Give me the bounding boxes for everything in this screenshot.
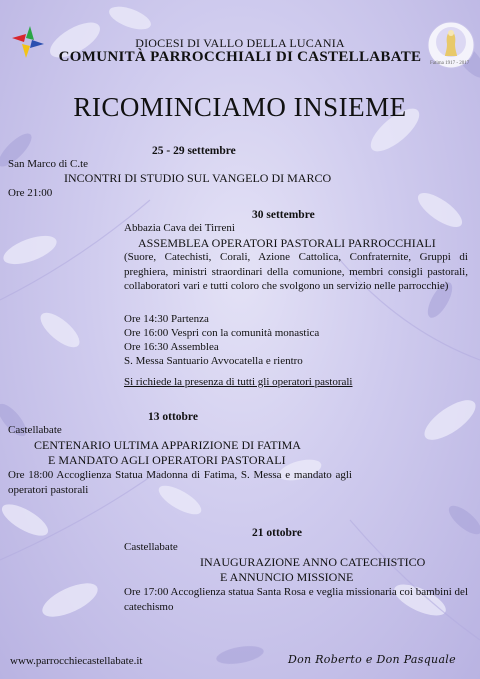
event2-name: ASSEMBLEA OPERATORI PASTORALI PARROCCHIALI <box>138 236 436 250</box>
event2-date: 30 settembre <box>252 209 315 221</box>
event3-place: Castellabate <box>8 424 62 436</box>
event2-schedule-4: S. Messa Santuario Avvocatella e rientro <box>124 355 303 367</box>
event3-name-line2: E MANDATO AGLI OPERATORI PASTORALI <box>48 453 286 467</box>
event1-time: Ore 21:00 <box>8 187 53 199</box>
event4-place: Castellabate <box>124 541 178 553</box>
event3-name-line1: CENTENARIO ULTIMA APPARIZIONE DI FATIMA <box>34 438 301 452</box>
event1-name: INCONTRI DI STUDIO SUL VANGELO DI MARCO <box>64 171 332 185</box>
page-title: RICOMINCIAMO INSIEME <box>73 92 407 122</box>
event2-note: Si richiede la presenza di tutti gli operatori pastorali <box>124 376 353 388</box>
event4-name-line1: INAUGURAZIONE ANNO CATECHISTICO <box>200 555 426 569</box>
event2-description: (Suore, Catechisti, Corali, Azione Cattolica, Confraternite, Gruppi di preghiera, ministri straordinari della comunione, membri consigli pastorali, collaboratori vari e tutti coloro che svolgono un servizio nelle parrocchie) <box>124 251 468 292</box>
event2-place: Abbazia Cava dei Tirreni <box>124 222 235 234</box>
diocese-heading: DIOCESI DI VALLO DELLA LUCANIA <box>135 36 345 50</box>
website-link[interactable]: www.parrocchiecastellabate.it <box>10 655 143 667</box>
event2-schedule-1: Ore 14:30 Partenza <box>124 313 209 325</box>
event4-date: 21 ottobre <box>252 527 302 539</box>
signature: Don Roberto e Don Pasquale <box>288 653 456 666</box>
community-heading: COMUNITÀ PARROCCHIALI DI CASTELLABATE <box>58 49 422 65</box>
badge-caption: Fatima 1917 - 2017 <box>430 61 470 66</box>
event2-schedule-3: Ore 16:30 Assemblea <box>124 341 219 353</box>
event4-description: Ore 17:00 Accoglienza statua Santa Rosa e veglia missionaria coi bambini del catechismo <box>124 586 468 613</box>
event3-description: Ore 18:00 Accoglienza Statua Madonna di Fatima, S. Messa e mandato agli operatori pastorali <box>8 469 352 496</box>
event1-date: 25 - 29 settembre <box>152 145 236 157</box>
event3-date: 13 ottobre <box>148 411 198 423</box>
event1-place: San Marco di C.te <box>8 158 89 170</box>
event2-schedule-2: Ore 16:00 Vespri con la comunità monastica <box>124 327 320 339</box>
event4-name-line2: E ANNUNCIO MISSIONE <box>220 570 354 584</box>
